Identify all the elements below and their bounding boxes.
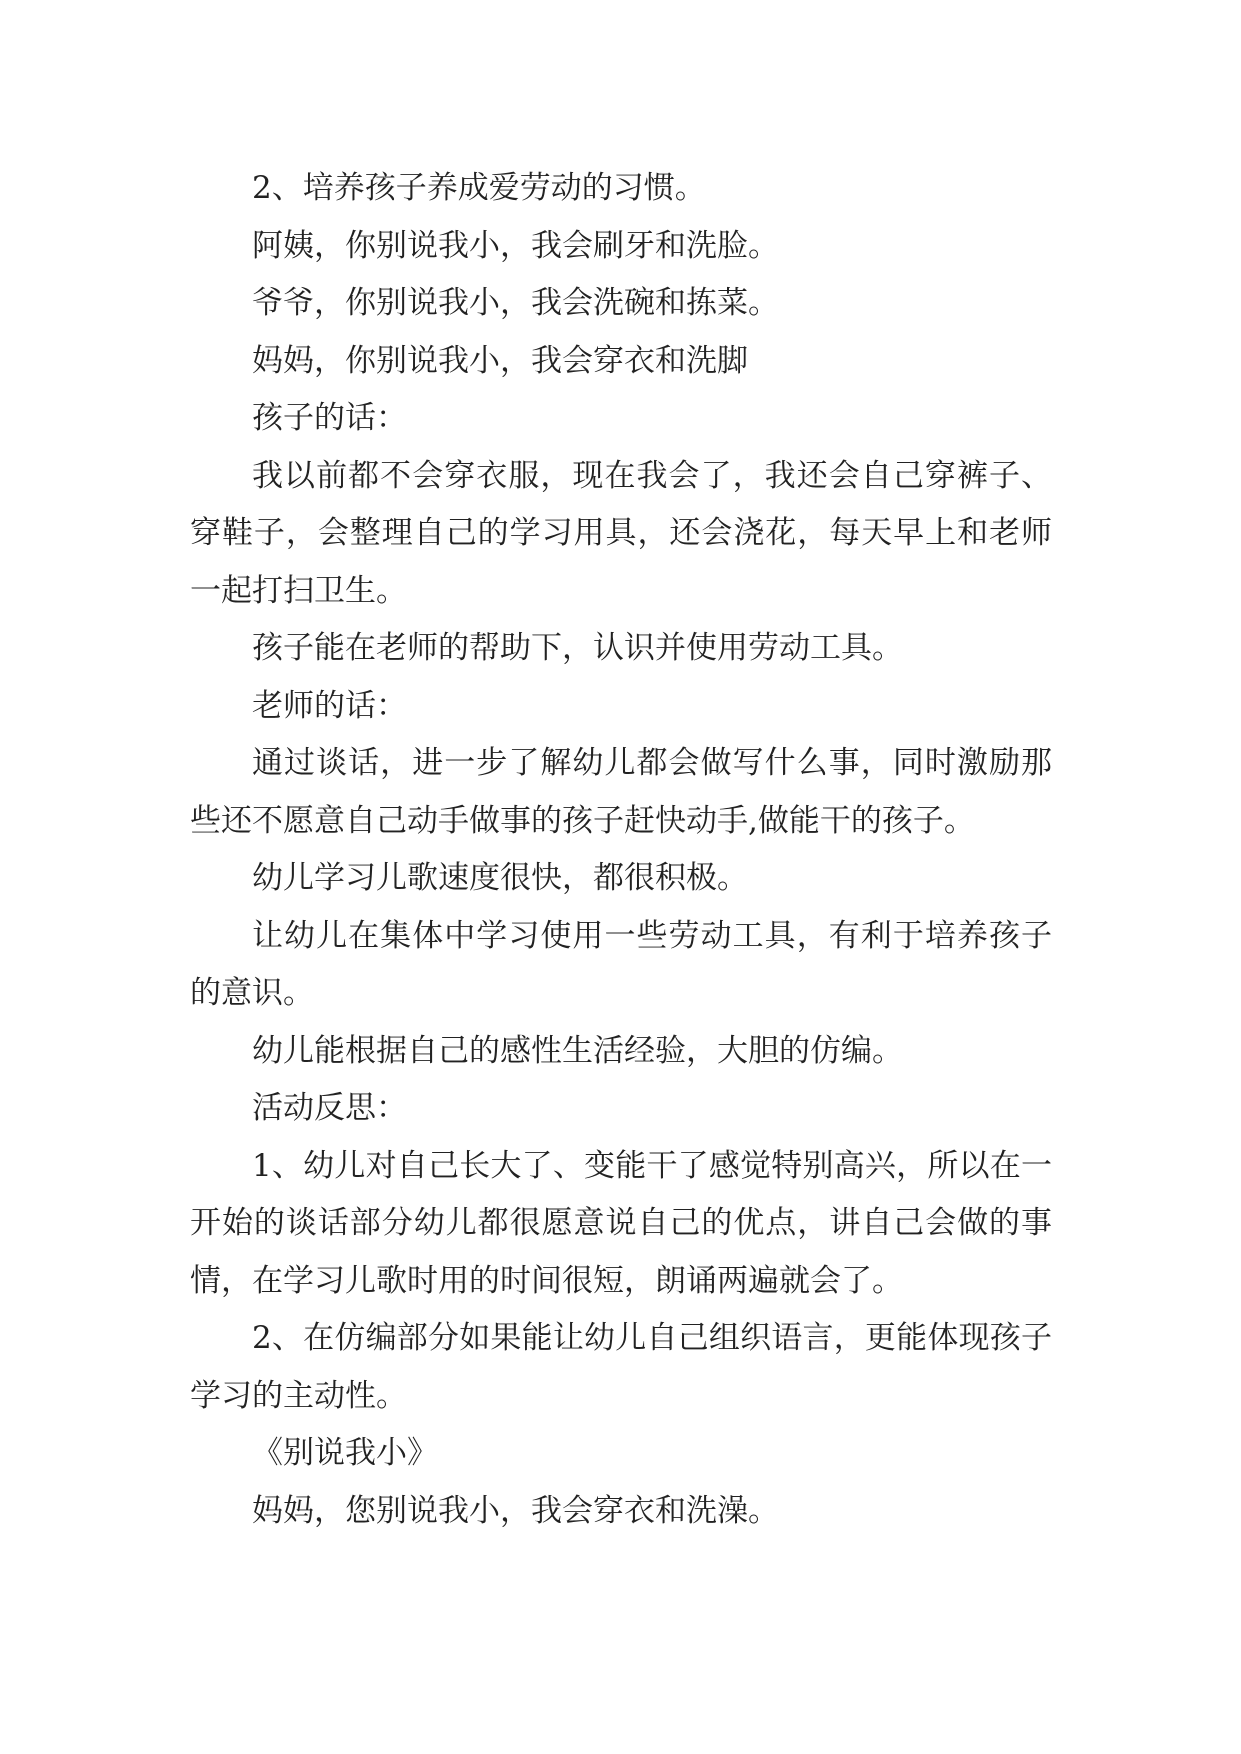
paragraph: 通过谈话，进一步了解幼儿都会做写什么事，同时激励那些还不愿意自己动手做事的孩子赶快动手,做能干的孩子。 [190,745,1052,839]
paragraph: 妈妈，您别说我小，我会穿衣和洗澡。 [252,1492,779,1529]
paragraph: 让幼儿在集体中学习使用一些劳动工具，有利于培养孩子的意识。 [190,917,1052,1011]
poem-title: 《别说我小》 [252,1435,438,1471]
paragraph: 2、在仿编部分如果能让幼儿自己组织语言，更能体现孩子学习的主动性。 [190,1320,1052,1414]
paragraph: 老师的话： [252,687,407,724]
paragraph: 1、幼儿对自己长大了、变能干了感觉特别高兴，所以在一开始的谈话部分幼儿都很愿意说自己的优点，讲自己会做的事情，在学习儿歌时用的时间很短，朗诵两遍就会了。 [190,1147,1052,1299]
paragraph: 阿姨，你别说我小，我会刷牙和洗脸。 [252,227,779,264]
paragraph: 爷爷，你别说我小，我会洗碗和拣菜。 [252,285,779,321]
paragraph: 妈妈，你别说我小，我会穿衣和洗脚 [252,342,748,379]
paragraph: 孩子的话： [252,400,407,436]
paragraph: 2、培养孩子养成爱劳动的习惯。 [252,170,706,206]
paragraph: 孩子能在老师的帮助下，认识并使用劳动工具。 [252,630,903,666]
paragraph: 活动反思： [252,1090,407,1126]
paragraph: 幼儿学习儿歌速度很快，都很积极。 [252,860,748,896]
paragraph: 我以前都不会穿衣服，现在我会了，我还会自己穿裤子、穿鞋子，会整理自己的学习用具，还会浇花，每天早上和老师一起打扫卫生。 [190,457,1052,609]
document-body [190,160,1052,1540]
paragraph: 幼儿能根据自己的感性生活经验，大胆的仿编。 [252,1032,903,1069]
